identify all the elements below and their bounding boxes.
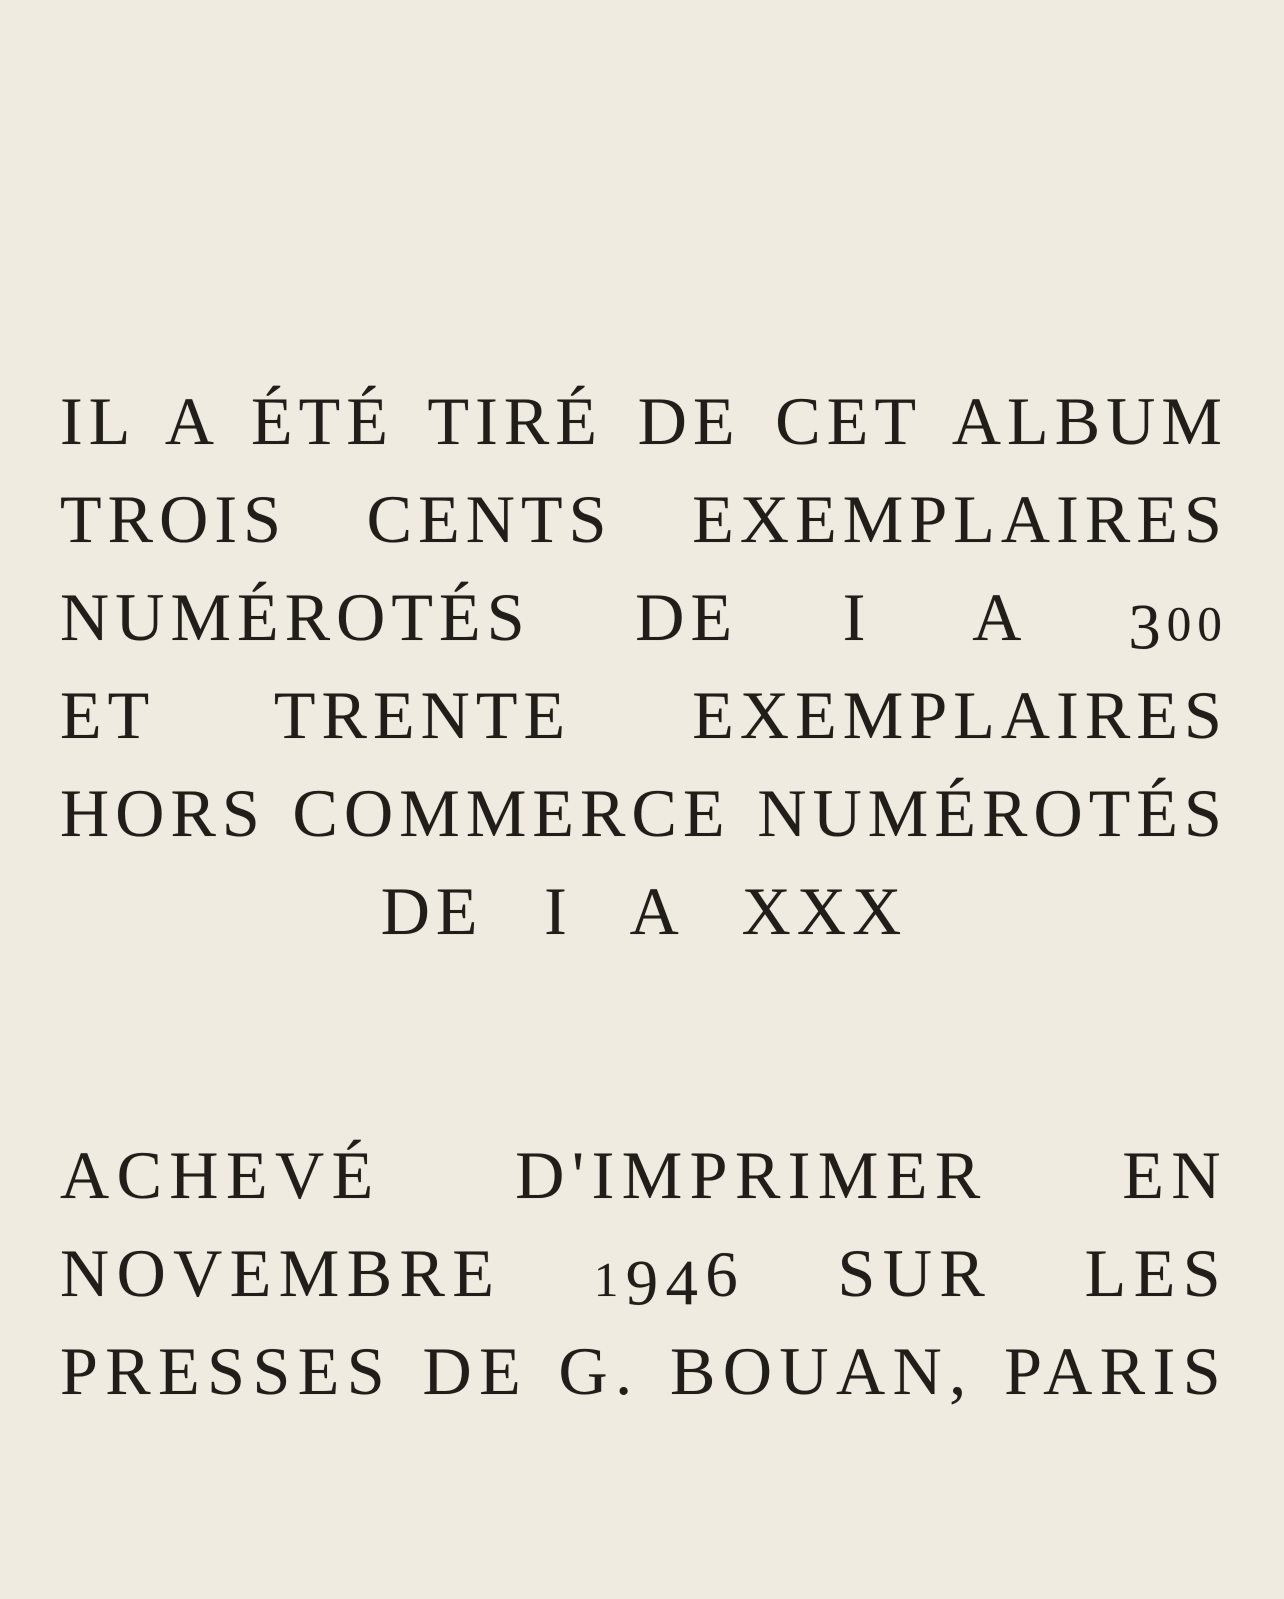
printing-notice [60,1126,1228,1420]
text-line: HORS COMMERCE NUMÉROTÉS [60,775,1228,851]
text-line: NUMÉROTÉS DE I A 300 [60,579,1228,663]
text-line: PRESSES DE G. BOUAN, PARIS [60,1333,1228,1409]
text-line: ACHEVÉ D'IMPRIMER EN [60,1137,1228,1213]
limitation-notice [60,372,1228,960]
text-line: DE I A XXX [380,873,908,949]
text-line: TROIS CENTS EXEMPLAIRES [60,481,1228,557]
text-line: ET TRENTE EXEMPLAIRES [60,677,1228,753]
text-line: IL A ÉTÉ TIRÉ DE CET ALBUM [60,383,1228,459]
text-line: NOVEMBRE 1946 SUR LES [60,1235,1229,1319]
